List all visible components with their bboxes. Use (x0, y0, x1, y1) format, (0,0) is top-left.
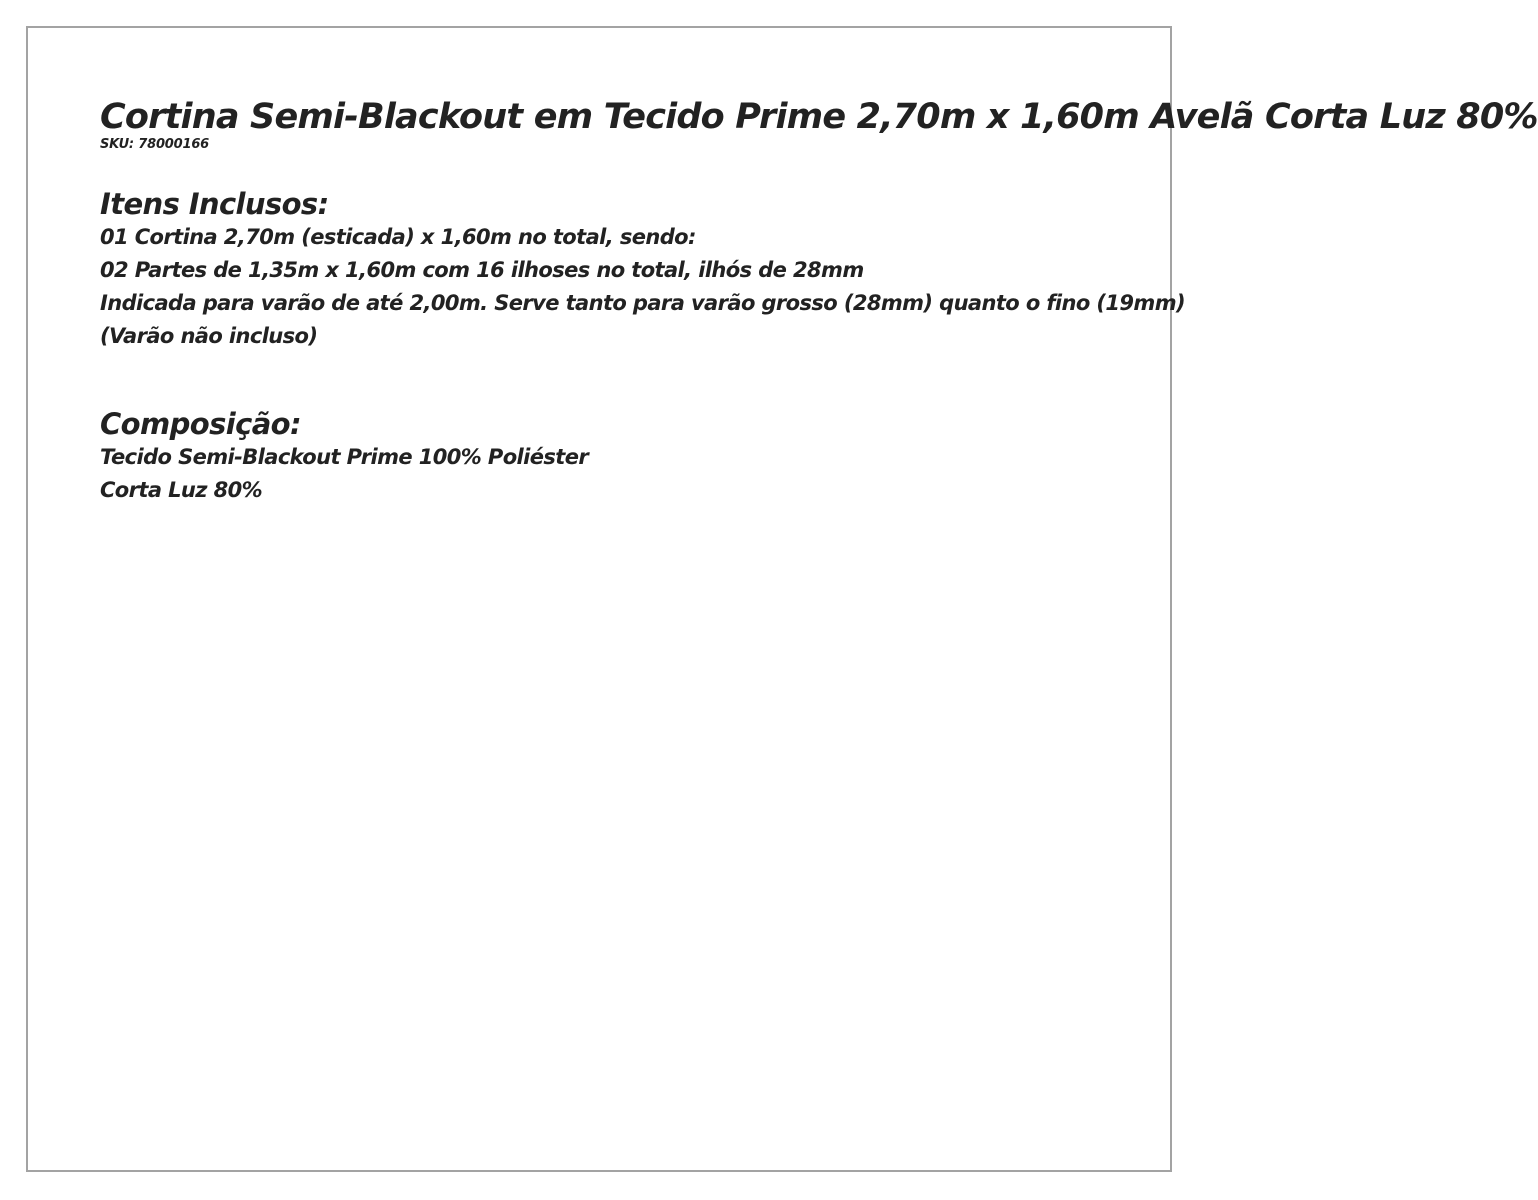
product-sku: SKU: 78000166 (100, 137, 210, 152)
product-description (100, 96, 1538, 507)
items-line-3: Indicada para varão de até 2,00m. Serve tanto para varão grosso (28mm) quanto o fino (19mm) (100, 291, 1185, 315)
composition-heading: Composição: (100, 407, 301, 441)
product-title: Cortina Semi-Blackout em Tecido Prime 2,70m x 1,60m Avelã Corta Luz 80% (100, 97, 1538, 137)
items-line-2: 02 Partes de 1,35m x 1,60m com 16 ilhoses no total, ilhós de 28mm (100, 258, 864, 282)
items-heading: Itens Inclusos: (100, 187, 329, 221)
items-line-1: 01 Cortina 2,70m (esticada) x 1,60m no total, sendo: (100, 225, 696, 249)
composition-line-2: Corta Luz 80% (100, 478, 263, 502)
items-line-4: (Varão não incluso) (100, 324, 318, 348)
composition-line-1: Tecido Semi-Blackout Prime 100% Poliéster (100, 445, 589, 469)
